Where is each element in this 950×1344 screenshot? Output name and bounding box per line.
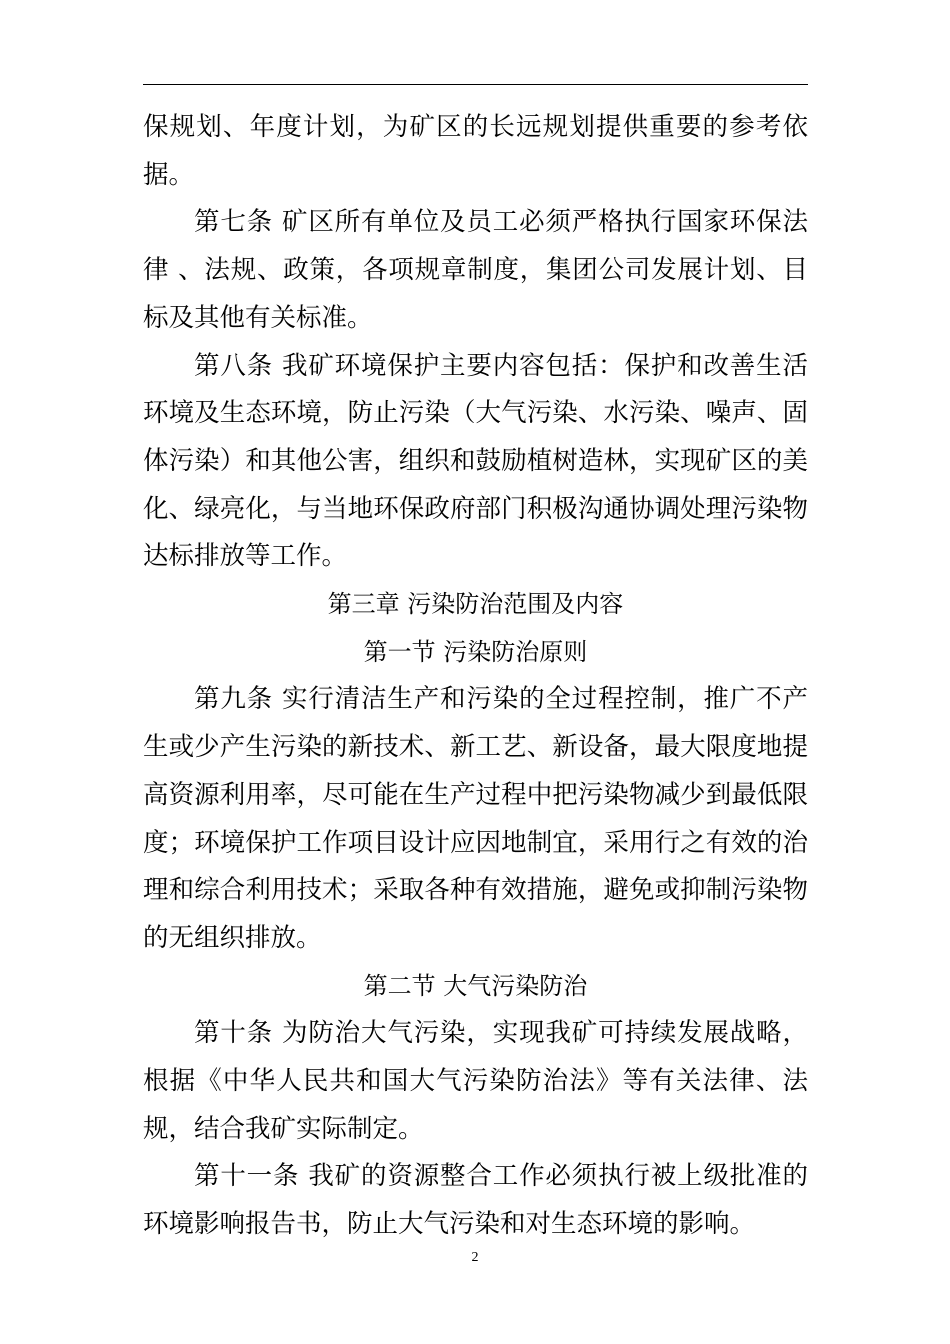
article-11: 第十一条 我矿的资源整合工作必须执行被上级批准的环境影响报告书，防止大气污染和对生态环境的影响。: [143, 1161, 808, 1240]
header-rule: [143, 84, 808, 85]
article-9: 第九条 实行清洁生产和污染的全过程控制，推广不产生或少产生污染的新技术、新工艺、新设备，最大限度地提高资源利用率，尽可能在生产过程中把污染物减少到最低限度；环境保护工作项目设计应因地制宜，采用行之有效的治理和综合利用技术；采取各种有效措施，避免或抑制污染物的无组织排放。: [143, 684, 808, 953]
paragraph-continuation: 保规划、年度计划，为矿区的长远规划提供重要的参考依据。: [143, 112, 808, 190]
section-1-heading: 第一节 污染防治原则: [363, 637, 588, 666]
article-8: 第八条 我矿环境保护主要内容包括：保护和改善生活环境及生态环境，防止污染（大气污染、水污染、噪声、固体污染）和其他公害，组织和鼓励植树造林，实现矿区的美化、绿亮化，与当地环保政府部门积极沟通协调处理污染物达标排放等工作。: [143, 350, 808, 572]
page-number: 2: [471, 1250, 479, 1265]
section-2-heading: 第二节 大气污染防治: [363, 971, 588, 1000]
article-7: 第七条 矿区所有单位及员工必须严格执行国家环保法律 、法规、政策，各项规章制度，集团公司发展计划、目标及其他有关标准。: [143, 207, 808, 333]
chapter-3-heading: 第三章 污染防治范围及内容: [327, 590, 624, 619]
page-body: [143, 104, 808, 1249]
article-10: 第十条 为防治大气污染，实现我矿可持续发展战略，根据《中华人民共和国大气污染防治法》等有关法律、法规，结合我矿实际制定。: [143, 1018, 808, 1144]
